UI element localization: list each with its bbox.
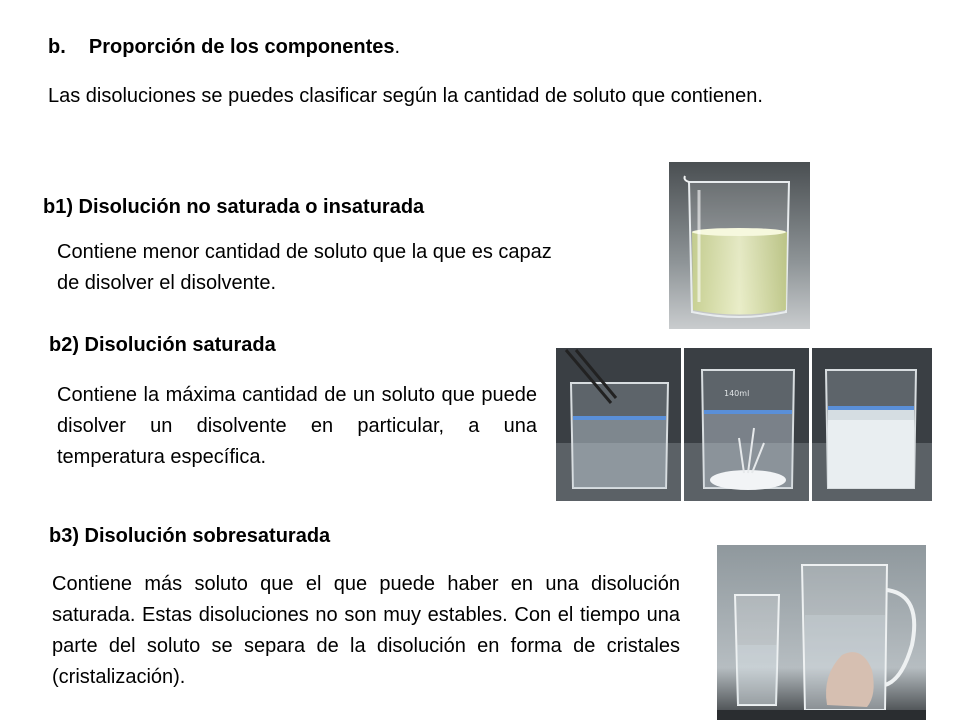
section-heading (48, 36, 400, 59)
b3-pitcher-photo (717, 545, 926, 720)
b1-beaker-photo (669, 162, 810, 329)
b1-text: Contiene menor cantidad de soluto que la que es capaz de disolver el disolvente. (57, 241, 552, 294)
pitcher-image (717, 545, 926, 720)
section-title-end: . (394, 36, 401, 58)
b2-beaker-photo-3 (812, 348, 932, 501)
b3-heading: b3) Disolución sobresaturada (49, 525, 331, 547)
section-intro: Las disoluciones se puedes clasificar según la cantidad de soluto que contienen. (48, 85, 763, 107)
beaker-image (669, 162, 810, 329)
section-marker: b. (48, 36, 66, 58)
beaker-image (556, 348, 681, 501)
b2-heading: b2) Disolución saturada (49, 334, 276, 356)
b2-beaker-photo-1 (556, 348, 681, 501)
beaker-image (684, 348, 809, 501)
b3-text: Contiene más soluto que el que puede haber en una disolución saturada. Estas disoluciones no son muy estables. Con el tiempo una parte del soluto se separa de la disolución en forma de cristales (cristalización). (52, 573, 680, 688)
b2-beaker-label: 140ml (724, 389, 750, 398)
beaker-image (812, 348, 932, 501)
b2-beaker-photo-2 (684, 348, 809, 501)
section-title: Proporción de los componentes (88, 36, 395, 58)
b2-text: Contiene la máxima cantidad de un soluto que puede disolver un disolvente en particular, a una temperatura específica. (57, 384, 537, 468)
b1-heading: b1) Disolución no saturada o insaturada (43, 196, 425, 218)
